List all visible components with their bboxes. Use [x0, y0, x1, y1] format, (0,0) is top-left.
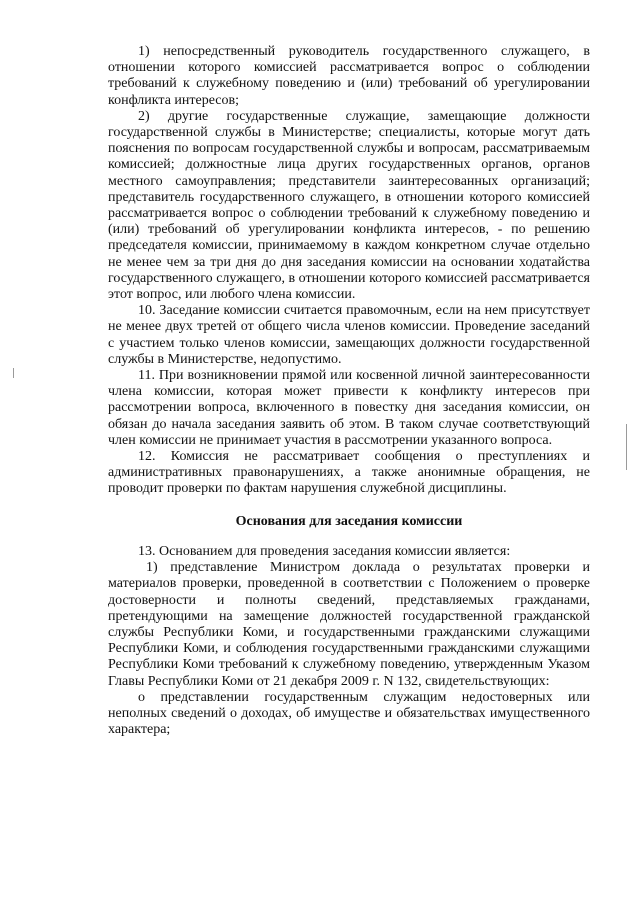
paragraph-conflict-of-interest: 11. При возникновении прямой или косвенной личной заинтересованности члена комиссии, которая может привести к конфликту интересов при рассмотрении вопроса, включенного в повестку дня заседания комиссии, он обязан до начала заседания заявить об этом. В таком случае соответствующий член комиссии не принимает участия в рассмотрении указанного вопроса. [108, 368, 590, 448]
paragraph-quorum: 10. Заседание комиссии считается правомочным, если на нем присутствует не менее двух третей от общего числа членов комиссии. Проведение заседаний с участием только членов комиссии, замещающих должности государственной службы в Министерстве, недопустимо. [108, 303, 590, 367]
section-heading: Основания для заседания комиссии [235, 513, 463, 529]
paragraph-grounds-report: 1) представление Министром доклада о результатах проверки и материалов проверки, проведенной в соответствии с Положением о проверке достоверности и полноты сведений, представляемых гражданами, претендующими на замещение должностей государственной гражданской службы Республики Коми, и государственными гражданскими служащими Республики Коми, и соблюдения государственными гражданскими служащими Республики Коми требований к служебному поведению, утвержденным Указом Главы Республики Коми от 21 декабря 2009 г. N 132, свидетельствующих: [108, 560, 590, 689]
paragraph-grounds-false-info: о представлении государственным служащим недостоверных или неполных сведений о доходах, об имуществе и обязательствах имущественного характера; [108, 689, 590, 738]
paragraph-excluded-matters: 12. Комиссия не рассматривает сообщения о преступлениях и административных правонарушениях, а также анонимные обращения, не проводит проверки по фактам нарушения служебной дисциплины. [108, 449, 590, 497]
document-page [108, 44, 590, 738]
paragraph-participant-others: 2) другие государственные служащие, замещающие должности государственной службы в Министерстве; специалисты, которые могут дать пояснения по вопросам государственной службы и вопросам, рассматриваемым комиссией; должностные лица других государственных органов, органов местного самоуправления; представители заинтересованных организаций; представитель государственного служащего, в отношении которого комиссией рассматривается вопрос о соблюдении требований к служебному поведению и (или) требований об урегулировании конфликта интересов, - по решению председателя комиссии, принимаемому в каждом конкретном случае отдельно не менее чем за три дня до дня заседания комиссии на основании ходатайства государственного служащего, в отношении которого комиссией рассматривается этот вопрос, или любого члена комиссии. [108, 108, 590, 303]
paragraph-participant-manager: 1) непосредственный руководитель государственного служащего, в отношении которого комиссией рассматривается вопрос о соблюдении требований к служебному поведению и (или) требований об урегулировании конфликта интересов; [108, 44, 590, 108]
right-margin-mark [626, 424, 627, 470]
left-margin-mark [13, 368, 14, 378]
paragraph-grounds-intro: 13. Основанием для проведения заседания комиссии является: [138, 543, 511, 559]
